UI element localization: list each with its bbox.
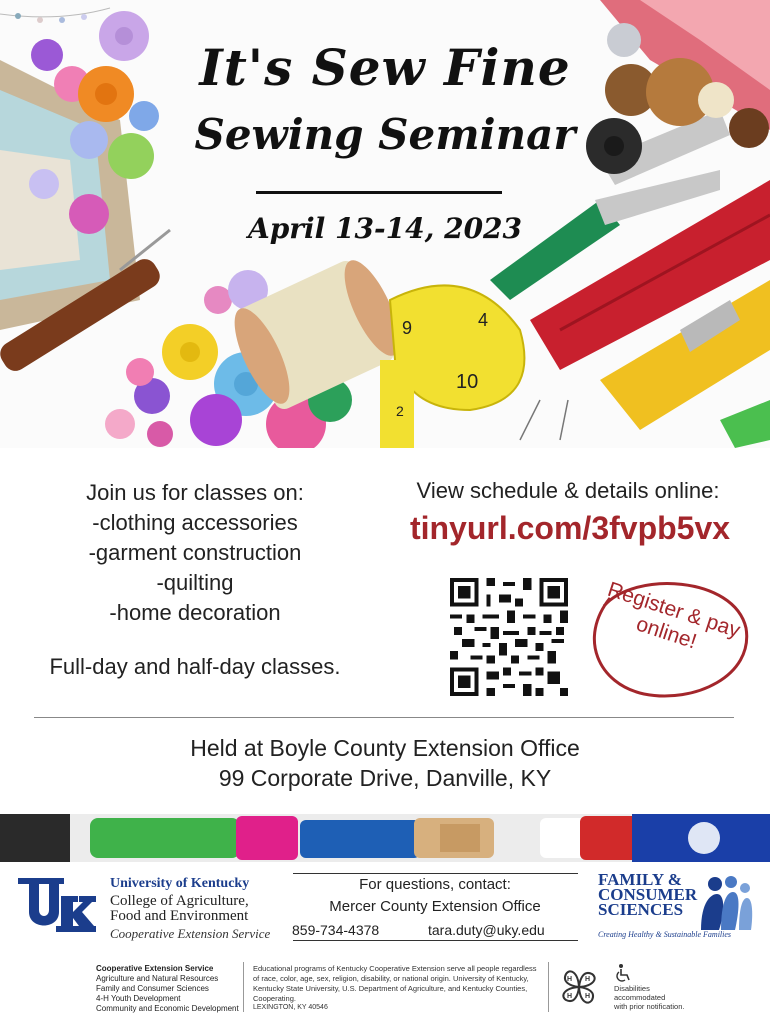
register-callout[interactable]: Register & pay online! [604,577,743,654]
svg-text:H: H [585,993,591,1000]
nondiscrimination-statement: Educational programs of Kentucky Cooperative Extension serve all people regardless of race, color, age, sex, religion, disability, or national origin. University of Kentucky, Kentucky State University, U.S. Department of Agriculture, and Kentucky Counties, Cooperating. [253,964,537,1003]
svg-text:H: H [567,976,573,983]
accessibility-line: accommodated [614,993,666,1002]
uk-college-line: Food and Environment [110,908,249,924]
svg-text:9: 9 [402,318,413,338]
ces-programs [96,964,239,1014]
contact-rule [293,873,578,874]
contact-email[interactable]: tara.duty@uky.edu [428,922,545,938]
class-item: -quilting [156,570,234,595]
contact-phone[interactable]: 859-734-4378 [292,922,380,938]
accessibility-icon [614,963,632,983]
contact-rule [293,940,578,941]
svg-text:H: H [585,976,591,983]
svg-text:4: 4 [478,310,489,330]
uk-name: University of Kentucky [110,876,250,891]
class-item: -clothing accessories [92,510,298,535]
section-divider [34,717,734,718]
fcs-line: SCIENCES [598,900,684,919]
title-line-2: Sewing Seminar [194,110,576,159]
program-item: Agriculture and Natural Resources [96,974,219,983]
ces-heading: Cooperative Extension Service [96,964,214,973]
class-item: -garment construction [88,540,302,565]
contact-heading: For questions, contact: [359,876,511,893]
program-item: Community and Economic Development [96,1004,239,1013]
fcs-logo-text [598,872,697,917]
svg-text:10: 10 [456,371,479,393]
class-item: -home decoration [109,600,281,625]
class-list [10,478,380,628]
schedule-label: View schedule & details online: [416,478,720,503]
svg-text:2: 2 [396,403,404,419]
program-item: 4-H Youth Development [96,994,181,1003]
accessibility-line: Disabilities [614,984,650,993]
svg-text:H: H [567,993,573,1000]
contact-office: Mercer County Extension Office [329,898,541,915]
uk-extension-service: Cooperative Extension Service [110,926,271,941]
title-line-1: It's Sew Fine [199,38,571,97]
accessibility-note [614,984,684,1011]
class-intro: Join us for classes on: [86,480,304,505]
footer-separator [243,962,244,1012]
venue-address [0,733,770,793]
fcs-line: CONSUMER [598,885,698,904]
qr-code[interactable] [450,578,568,696]
thread-spools-strip [0,814,770,862]
event-date: April 13-14, 2023 [247,212,523,245]
uk-college-line: College of Agriculture, [110,893,249,909]
accessibility-line: with prior notification. [614,1002,685,1011]
mailing-address: LEXINGTON, KY 40546 [253,1004,328,1011]
program-item: Family and Consumer Sciences [96,984,209,993]
uk-logo-icon [14,872,96,938]
registration-link[interactable]: tinyurl.com/3fvpb5vx [409,510,731,546]
venue-street: 99 Corporate Drive, Danville, KY [218,765,552,791]
fcs-tagline: Creating Healthy & Sustainable Families [598,930,732,939]
venue-name: Held at Boyle County Extension Office [190,735,580,761]
title-divider [256,191,502,194]
uk-college [110,894,249,924]
4h-clover-icon [556,964,602,1010]
fcs-line: FAMILY & [598,870,682,889]
footer-separator [548,962,549,1012]
class-duration-note: Full-day and half-day classes. [49,654,341,679]
thread-spools-image [0,814,770,862]
family-figures-icon [695,872,757,932]
